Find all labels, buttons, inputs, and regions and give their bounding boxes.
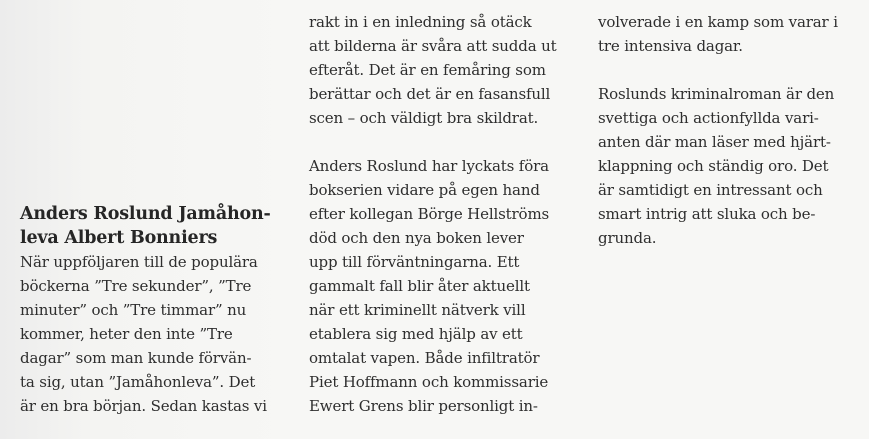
- text-line: klappning och ständig oro. Det: [598, 157, 829, 175]
- column-2: [309, 10, 557, 418]
- text-line: Roslunds kriminalroman är den: [598, 85, 835, 103]
- column-3: [598, 10, 838, 250]
- text-line: grunda.: [598, 229, 657, 247]
- column-3-paragraph-1: [598, 10, 838, 58]
- text-line: omtalat vapen. Både infiltratör: [309, 349, 540, 367]
- text-line: upp till förväntningarna. Ett: [309, 253, 520, 271]
- text-line: bokserien vidare på egen hand: [309, 181, 540, 199]
- text-line: volverade i en kamp som varar i: [598, 13, 838, 31]
- text-line: böckerna ”Tre sekunder”, ”Tre: [20, 277, 252, 295]
- text-line: Ewert Grens blir personligt in-: [309, 397, 538, 415]
- column-2-paragraph-1: [309, 10, 557, 130]
- heading-line: leva Albert Bonniers: [20, 228, 218, 248]
- paragraph-gap: [309, 130, 557, 154]
- text-line: Anders Roslund har lyckats föra: [309, 157, 549, 175]
- text-line: berättar och det är en fasansfull: [309, 85, 551, 103]
- text-line: rakt in i en inledning så otäck: [309, 13, 532, 31]
- text-line: efteråt. Det är en femåring som: [309, 61, 546, 79]
- column-1-paragraph: [20, 250, 271, 418]
- column-3-paragraph-2: [598, 82, 838, 250]
- heading-line: Anders Roslund Jamåhon-: [20, 204, 271, 224]
- text-line: när ett kriminellt nätverk vill: [309, 301, 526, 319]
- text-line: dagar” som man kunde förvän-: [20, 349, 252, 367]
- text-line: anten där man läser med hjärt-: [598, 133, 831, 151]
- text-line: tre intensiva dagar.: [598, 37, 743, 55]
- text-line: smart intrig att sluka och be-: [598, 205, 816, 223]
- text-line: efter kollegan Börge Hellströms: [309, 205, 550, 223]
- text-line: att bilderna är svåra att sudda ut: [309, 37, 557, 55]
- column-2-paragraph-2: [309, 154, 557, 418]
- text-line: gammalt fall blir åter aktuellt: [309, 277, 530, 295]
- text-line: scen – och väldigt bra skildrat.: [309, 109, 539, 127]
- text-line: är en bra början. Sedan kastas vi: [20, 397, 267, 415]
- paragraph-gap: [598, 58, 838, 82]
- text-line: död och den nya boken lever: [309, 229, 524, 247]
- text-line: etablera sig med hjälp av ett: [309, 325, 523, 343]
- text-line: är samtidigt en intressant och: [598, 181, 823, 199]
- text-line: kommer, heter den inte ”Tre: [20, 325, 233, 343]
- text-line: Piet Hoffmann och kommissarie: [309, 373, 549, 391]
- column-1: [20, 202, 271, 418]
- text-line: svettiga och actionfyllda vari-: [598, 109, 819, 127]
- review-heading: [20, 202, 271, 250]
- text-line: När uppföljaren till de populära: [20, 253, 258, 271]
- text-line: ta sig, utan ”Jamåhonleva”. Det: [20, 373, 256, 391]
- text-line: minuter” och ”Tre timmar” nu: [20, 301, 247, 319]
